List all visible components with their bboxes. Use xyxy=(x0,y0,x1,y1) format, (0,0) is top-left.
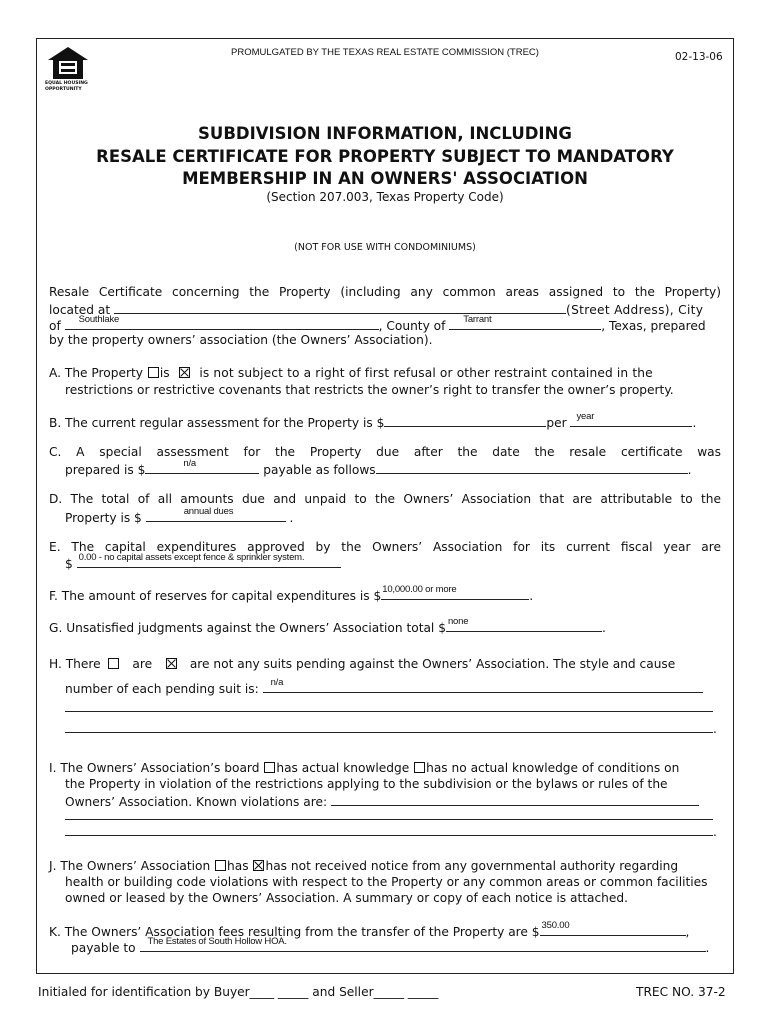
are-label: are xyxy=(132,657,153,671)
has-not-notice-checkbox[interactable] xyxy=(253,860,264,871)
item-d-line-1: D. The total of all amounts due and unpaid to the Owners’ Association that are attributable to the xyxy=(49,492,721,506)
title-line-2: RESALE CERTIFICATE FOR PROPERTY SUBJECT TO MANDATORY xyxy=(96,147,674,166)
is-subject-checkbox[interactable] xyxy=(148,367,159,378)
item-e-line-2 xyxy=(49,554,737,572)
item-c-line-2: prepared is $ n/a payable as follows . xyxy=(65,458,692,477)
reserves-value: 10,000.00 or more xyxy=(382,584,457,595)
transfer-fees-field[interactable] xyxy=(540,922,686,936)
item-j-line-2: health or building code violations with respect to the Property or any common areas or common facilities xyxy=(65,875,708,889)
intro-line-1: Resale Certificate concerning the Property (including any common areas assigned to the Property) xyxy=(49,285,721,299)
county-value: Tarrant xyxy=(463,314,492,325)
payable-as-follows-label: payable as follows xyxy=(263,463,376,477)
transfer-fees-value: 350.00 xyxy=(541,920,570,931)
has-notice-label: has xyxy=(227,859,249,873)
judgments-field[interactable] xyxy=(446,618,602,632)
there-label: H. There xyxy=(49,657,101,671)
known-violations-label: Owners’ Association. Known violations are: xyxy=(65,795,328,809)
item-f: F. The amount of reserves for capital expenditures is $ 10,000.00 or more . xyxy=(49,584,534,603)
judgments-value: none xyxy=(447,616,469,627)
are-suits-checkbox[interactable] xyxy=(108,658,119,669)
has-not-notice-label: has not received notice from any governmental authority regarding xyxy=(265,859,679,873)
violations-line-3[interactable] xyxy=(65,835,713,836)
item-e-line-1: E. The capital expenditures approved by the Owners’ Association for its current fiscal year are xyxy=(49,540,721,554)
form-date: 02-13-06 xyxy=(675,51,723,63)
is-label: is xyxy=(159,366,170,380)
item-i-prefix: I. The Owners’ Association’s board xyxy=(49,761,260,775)
item-a-line-1 xyxy=(49,365,721,381)
capital-expenditures-value: 0.00 - no capital assets except fence & sprinkler system. xyxy=(78,552,305,563)
item-h-line-2 xyxy=(49,679,737,697)
title-line-1: SUBDIVISION INFORMATION, INCLUDING xyxy=(198,124,572,143)
pending-suit-field[interactable] xyxy=(263,679,703,693)
item-a-text: is not subject to a right of first refusal or other restraint contained in the xyxy=(199,366,653,380)
pending-suit-label: number of each pending suit is: xyxy=(65,682,259,696)
payable-as-follows-field[interactable] xyxy=(376,460,688,474)
per-label: per xyxy=(546,416,567,430)
texas-prepared-label: , Texas, prepared xyxy=(601,319,706,333)
logo-caption: EQUAL HOUSING OPPORTUNITY xyxy=(45,81,88,92)
is-not-subject-checkbox[interactable] xyxy=(179,367,190,378)
pending-suit-line-3[interactable] xyxy=(65,732,713,733)
item-c-line-1: C. A special assessment for the Property due after the date the resale certificate was xyxy=(49,445,721,459)
item-k-line-1: K. The Owners’ Association fees resulting from the transfer of the Property are $ 350.00 , xyxy=(49,920,690,939)
special-assessment-field[interactable] xyxy=(145,460,259,474)
pending-suit-line-2[interactable] xyxy=(65,711,713,712)
assessment-period-field[interactable] xyxy=(570,413,692,427)
item-j-line-3: owned or leased by the Owners’ Association. A summary or copy of each notice is attached. xyxy=(65,891,628,905)
item-a-line-2: restrictions or restrictive covenants that restricts the owner’s right to transfer the owner’s property. xyxy=(65,383,674,397)
item-b: B. The current regular assessment for the Property is $ per year . xyxy=(49,411,697,430)
street-address-label: (Street Address), City xyxy=(566,303,704,317)
item-k-text: K. The Owners’ Association fees resulting from the transfer of the Property are $ xyxy=(49,925,540,939)
known-violations-field[interactable] xyxy=(331,792,699,806)
promulgated-header: PROMULGATED BY THE TEXAS REAL ESTATE COMMISSION (TREC) xyxy=(231,47,539,58)
are-not-suits-checkbox[interactable] xyxy=(166,658,177,669)
item-i-line-2: the Property in violation of the restrictions applying to the subdivision or the bylaws or rules of the xyxy=(65,777,668,791)
assessment-period-value: year xyxy=(576,411,595,422)
item-a-prefix: A. The Property xyxy=(49,366,143,380)
has-no-knowledge-label: has no actual knowledge of conditions on xyxy=(426,761,680,775)
county-field[interactable] xyxy=(449,316,601,330)
item-k-line-2: payable to The Estates of South Hollow HOA. . xyxy=(71,936,710,955)
item-j-prefix: J. The Owners’ Association xyxy=(49,859,211,873)
item-h-line-1 xyxy=(49,656,721,672)
street-address-field[interactable] xyxy=(114,300,566,314)
are-not-label: are not any suits pending against the Owners’ Association. The style and cause xyxy=(189,657,676,671)
pending-suit-value: n/a xyxy=(270,677,284,688)
initials-line[interactable]: Initialed for identification by Buyer____ _____ and Seller_____ _____ xyxy=(38,985,439,999)
item-b-text: B. The current regular assessment for the Property is $ xyxy=(49,416,385,430)
has-knowledge-checkbox[interactable] xyxy=(264,762,275,773)
has-notice-checkbox[interactable] xyxy=(215,860,226,871)
violations-line-2[interactable] xyxy=(65,819,713,820)
prepared-label: prepared is $ xyxy=(65,463,146,477)
form-number: TREC NO. 37-2 xyxy=(636,985,726,999)
section-citation: (Section 207.003, Texas Property Code) xyxy=(266,190,504,204)
intro-line-4: by the property owners’ association (the Owners’ Association). xyxy=(49,333,433,347)
city-field[interactable] xyxy=(65,316,379,330)
regular-assessment-field[interactable] xyxy=(384,413,546,427)
county-label: , County of xyxy=(378,319,446,333)
payable-to-label: payable to xyxy=(71,941,136,955)
payee-field[interactable] xyxy=(140,938,706,952)
city-value: Southlake xyxy=(78,314,120,325)
of-label: of xyxy=(49,319,61,333)
payee-value: The Estates of South Hollow HOA. xyxy=(147,936,287,947)
item-j-line-1 xyxy=(49,858,721,874)
special-assessment-value: n/a xyxy=(183,458,197,469)
capital-expenditures-field[interactable] xyxy=(77,554,341,568)
item-f-text: F. The amount of reserves for capital expenditures is $ xyxy=(49,589,382,603)
amounts-due-value: annual dues xyxy=(183,506,234,517)
has-knowledge-label: has actual knowledge xyxy=(276,761,410,775)
reserves-field[interactable] xyxy=(381,586,529,600)
dollar-label: $ xyxy=(65,557,73,571)
amounts-due-field[interactable] xyxy=(146,508,286,522)
has-no-knowledge-checkbox[interactable] xyxy=(414,762,425,773)
item-g-text: G. Unsatisfied judgments against the Owners’ Association total $ xyxy=(49,621,446,635)
item-d-line-2: Property is $ annual dues . xyxy=(65,506,294,525)
item-g: G. Unsatisfied judgments against the Owners’ Association total $ none . xyxy=(49,616,606,635)
item-i-line-1 xyxy=(49,760,721,776)
title-line-3: MEMBERSHIP IN AN OWNERS' ASSOCIATION xyxy=(182,169,588,188)
located-at-label: located at xyxy=(49,303,111,317)
property-is-label: Property is $ xyxy=(65,511,142,525)
item-i-line-3 xyxy=(49,792,737,810)
not-for-condos-note: (NOT FOR USE WITH CONDOMINIUMS) xyxy=(294,242,476,253)
